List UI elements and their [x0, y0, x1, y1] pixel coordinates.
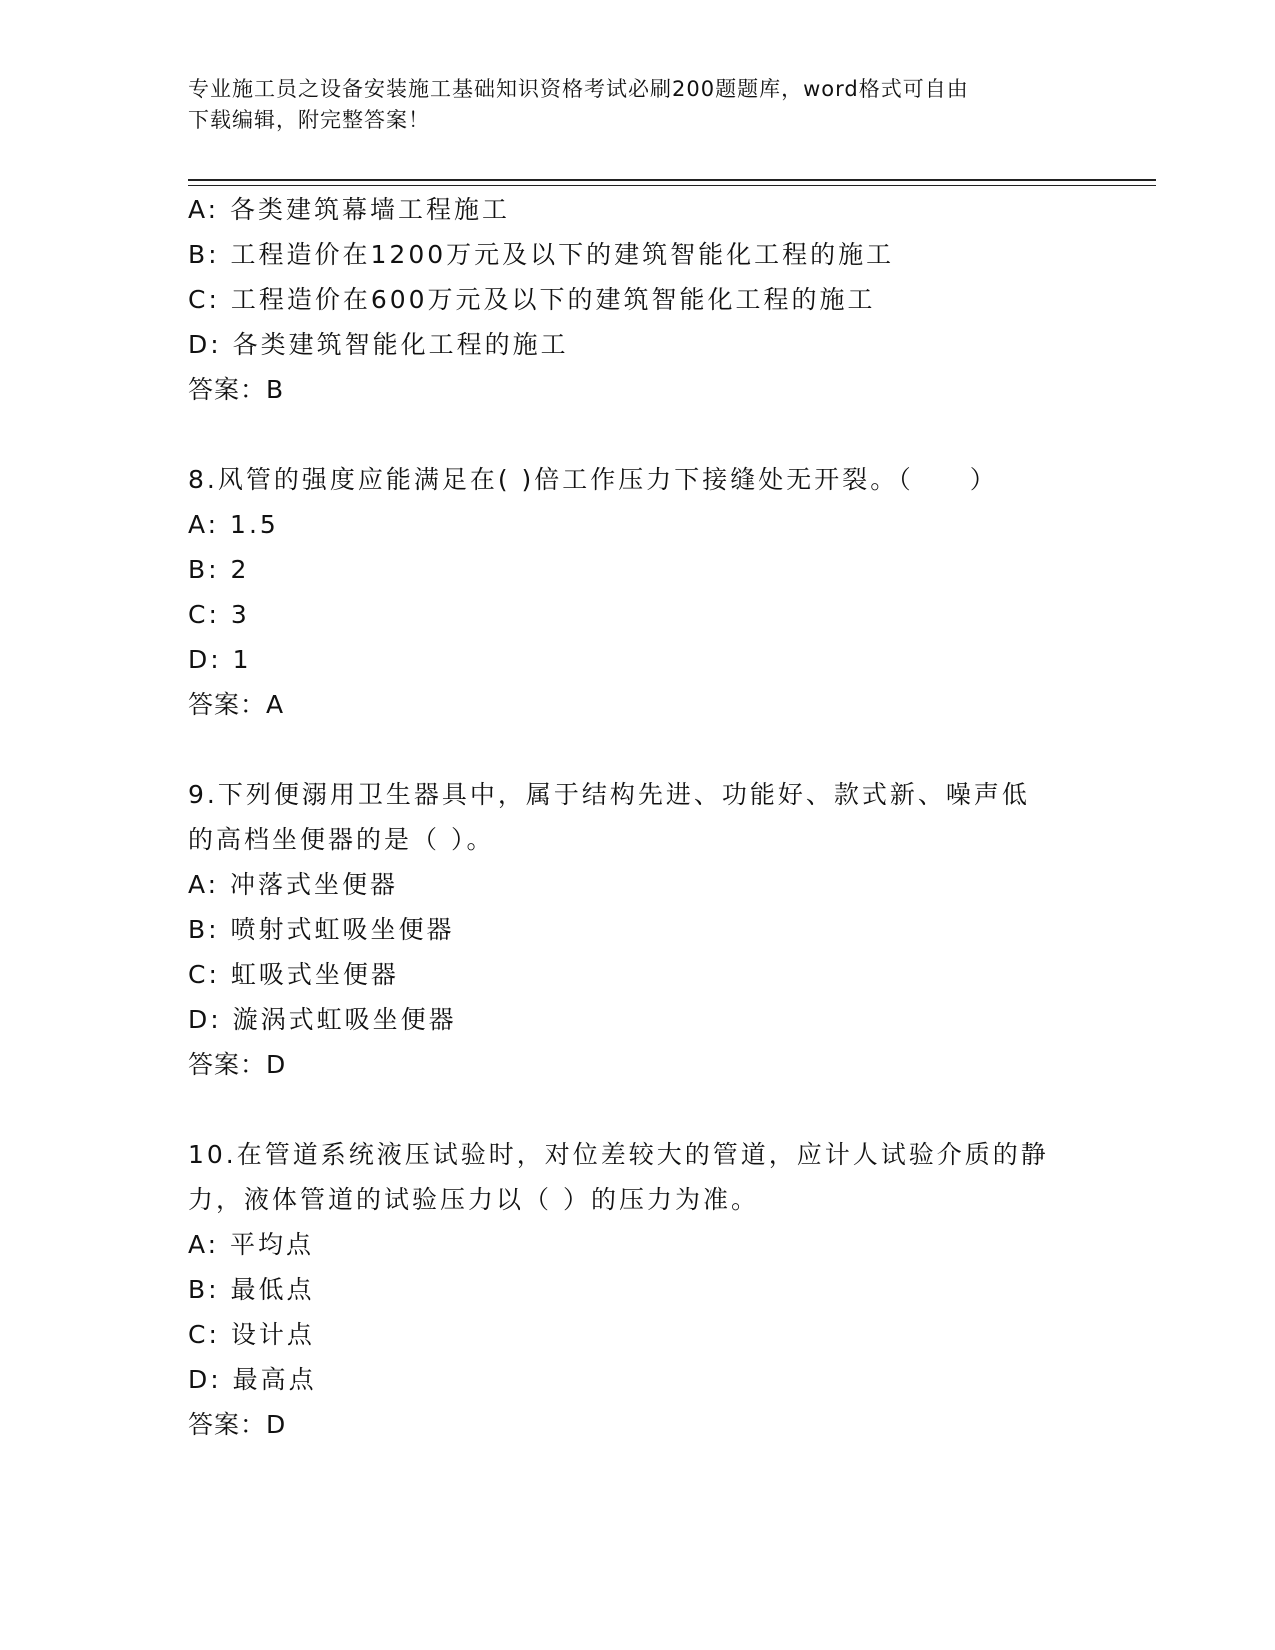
- q9-option-a: A: 冲落式坐便器: [188, 870, 399, 899]
- q7-option-a: A: 各类建筑幕墙工程施工: [188, 195, 511, 224]
- q10-answer: 答案：D: [188, 1410, 287, 1439]
- q9-answer: 答案：D: [188, 1050, 287, 1079]
- q10-option-b: B: 最低点: [188, 1275, 315, 1304]
- q8-option-a: A: 1.5: [188, 510, 279, 539]
- q9-question-line-2: 的高档坐便器的是（ ）。: [188, 825, 495, 854]
- q9-option-b: B: 喷射式虹吸坐便器: [188, 915, 455, 944]
- q7-option-c: C: 工程造价在600万元及以下的建筑智能化工程的施工: [188, 285, 876, 314]
- q8-answer: 答案：A: [188, 690, 285, 719]
- header-divider-thick: [188, 179, 1156, 181]
- q9-option-d: D: 漩涡式虹吸坐便器: [188, 1005, 457, 1034]
- q8-option-b: B: 2: [188, 555, 250, 584]
- q10-question-line-2: 力，液体管道的试验压力以（ ）的压力为准。: [188, 1185, 759, 1214]
- header-divider-thin: [188, 185, 1156, 186]
- q10-option-c: C: 设计点: [188, 1320, 315, 1349]
- q10-option-a: A: 平均点: [188, 1230, 315, 1259]
- q8-option-d: D: 1: [188, 645, 252, 674]
- q7-answer: 答案：B: [188, 375, 285, 404]
- q7-option-d: D: 各类建筑智能化工程的施工: [188, 330, 569, 359]
- header-title-line-1: 专业施工员之设备安装施工基础知识资格考试必刷200题题库，word格式可自由: [188, 77, 969, 101]
- document-header: [188, 74, 1088, 136]
- q9-option-c: C: 虹吸式坐便器: [188, 960, 399, 989]
- q8-option-c: C: 3: [188, 600, 250, 629]
- q7-option-b: B: 工程造价在1200万元及以下的建筑智能化工程的施工: [188, 240, 895, 269]
- q10-option-d: D: 最高点: [188, 1365, 317, 1394]
- header-title-line-2: 下载编辑，附完整答案！: [188, 108, 430, 132]
- q8-question: 8.风管的强度应能满足在( )倍工作压力下接缝处无开裂。（ ）: [188, 465, 998, 494]
- q9-question-line-1: 9.下列便溺用卫生器具中，属于结构先进、功能好、款式新、噪声低: [188, 780, 1030, 809]
- q10-question-line-1: 10.在管道系统液压试验时，对位差较大的管道，应计人试验介质的静: [188, 1140, 1049, 1169]
